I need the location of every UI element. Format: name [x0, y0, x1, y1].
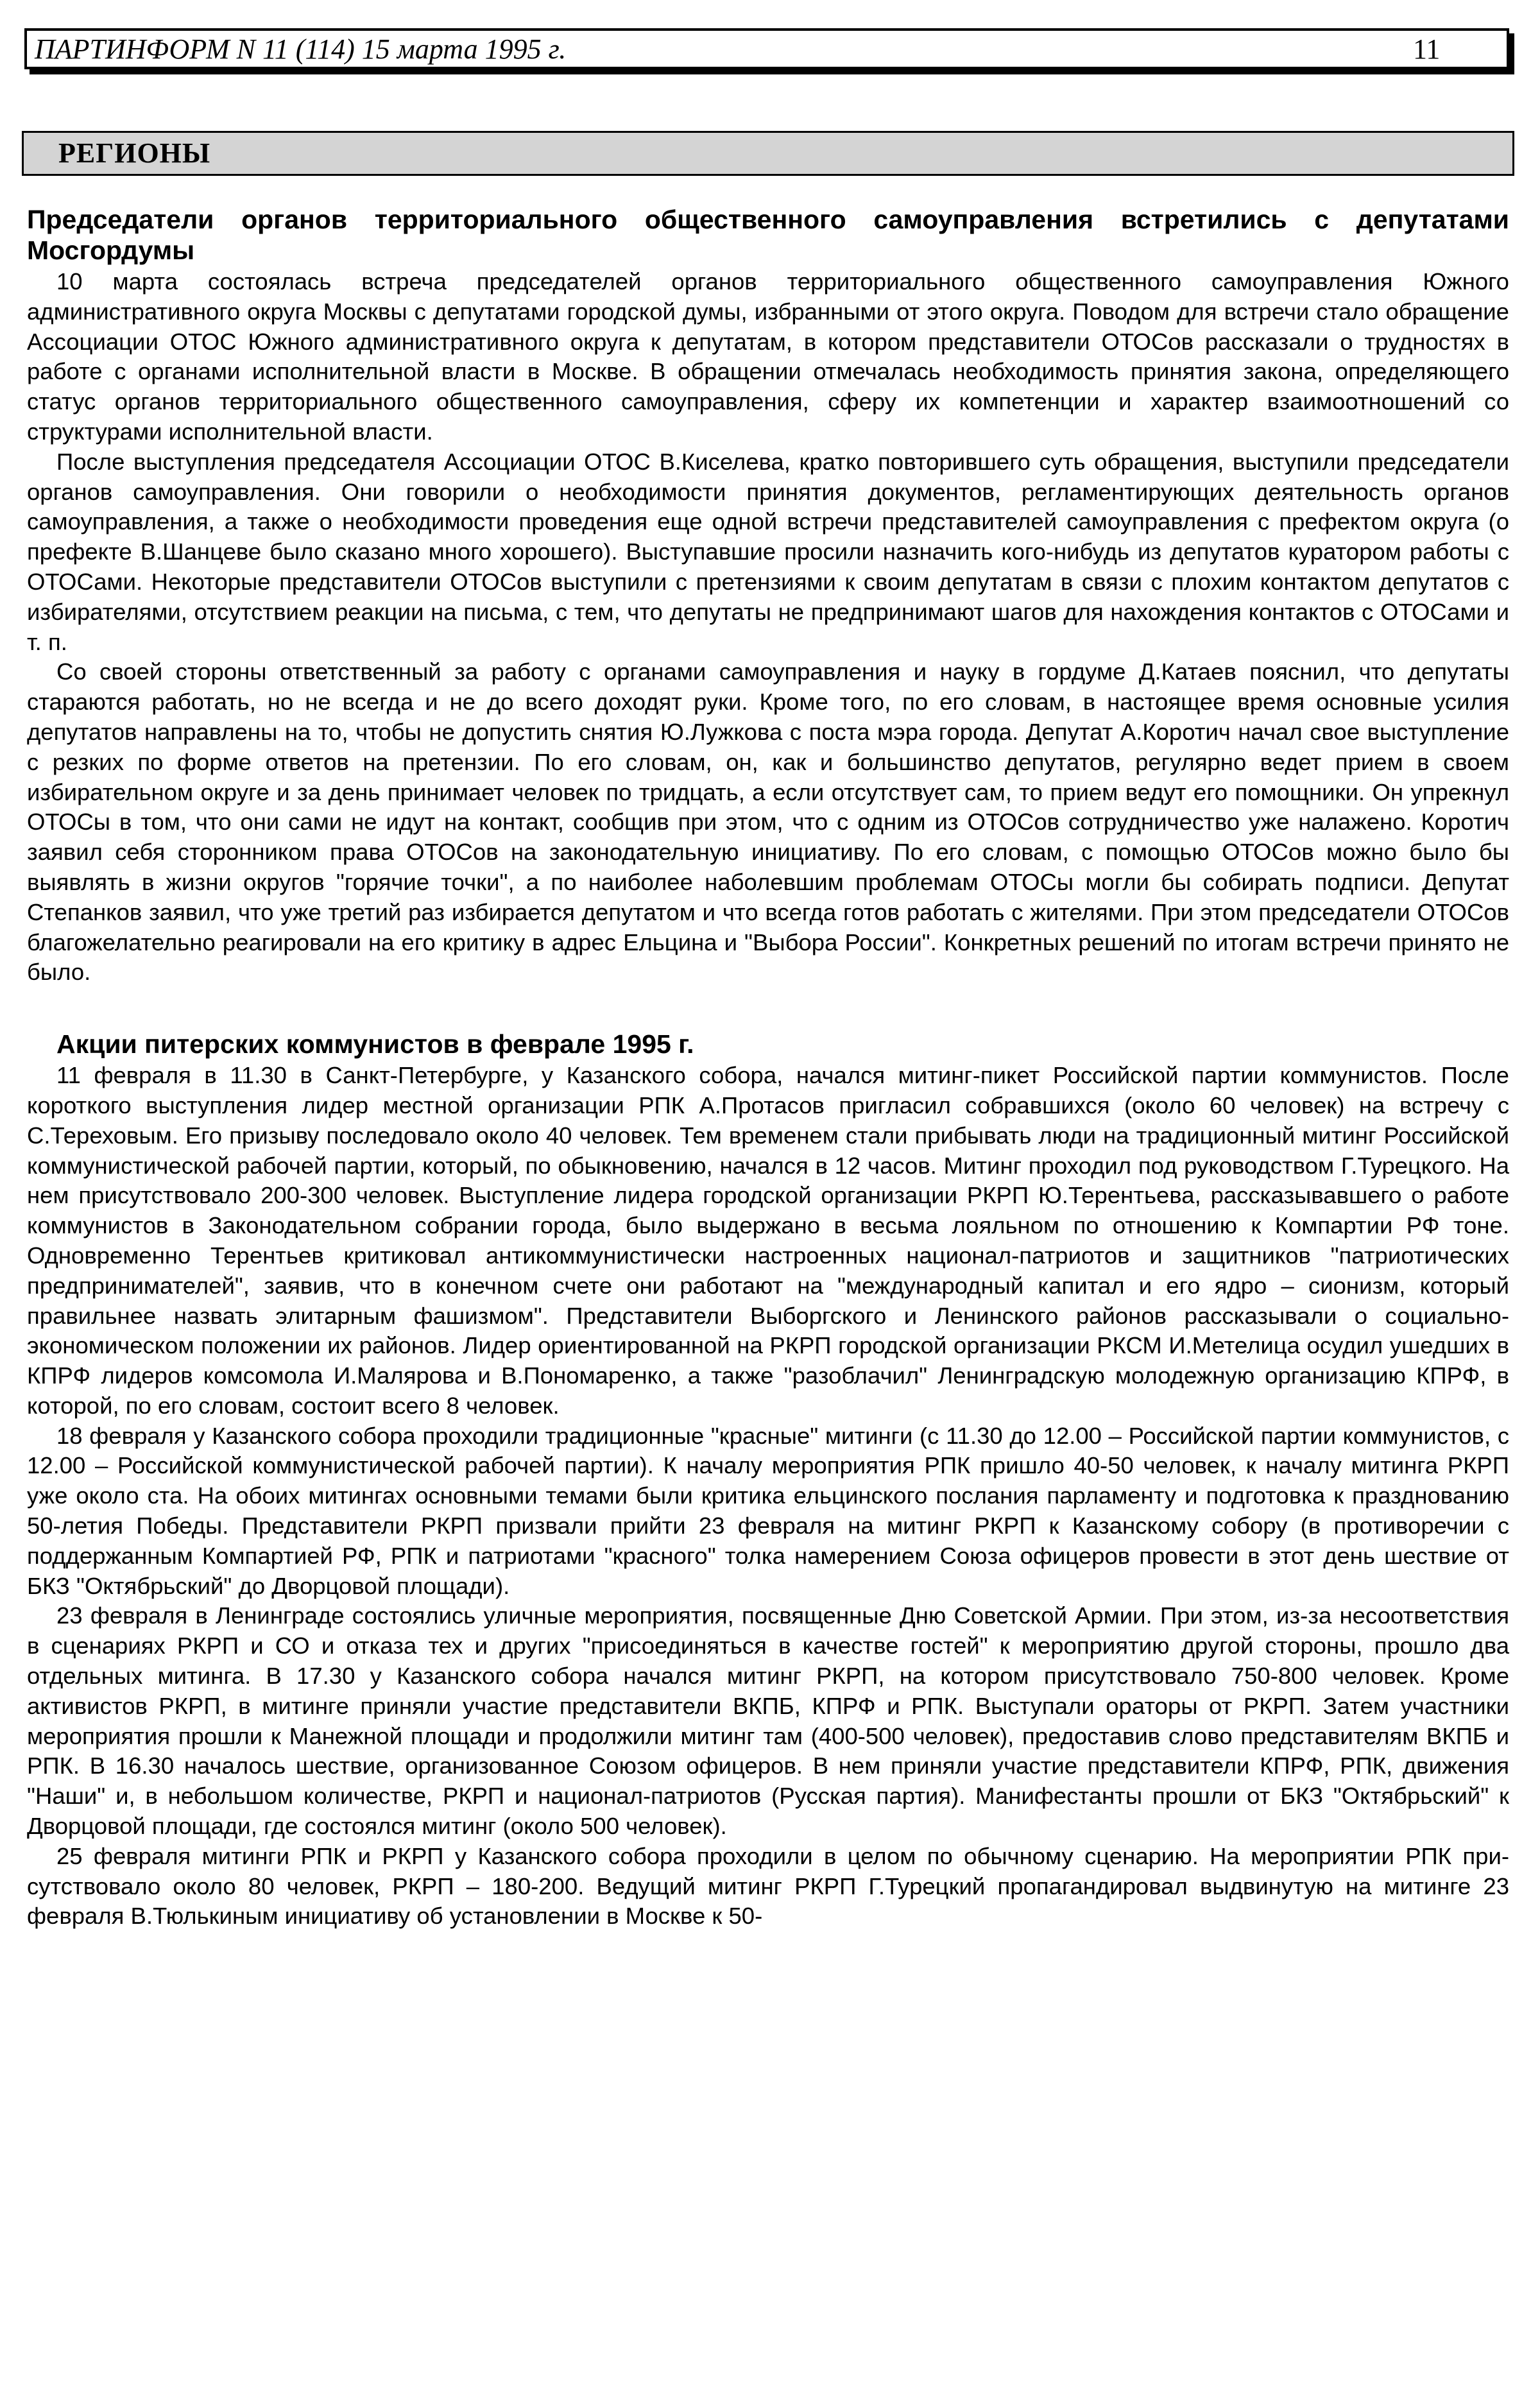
- article-paragraph: 18 февраля у Казанского собора проходили традиционные "красные" митинги (с 11.30 до 12.00 – Российской партии коммунистов, с 12.00 – Российской коммунистической рабочей партии). К началу мероприятия РПК пришло 40-50 человек, к началу митинга РКРП уже около ста. На обоих митингах основными темами были критика ельцинского послания парламенту и подготовка к празднованию 50-летия Победы. Представители РКРП призвали прийти 23 февраля на митинг РКРП к Казанскому собору (в противоречии с поддержанным Компартией РФ, РПК и патриотами "красного" толка намерением Союза офицеров провести в этот день шествие от БКЗ "Октябрьский" до Дворцовой площади).: [27, 1422, 1509, 1599]
- page-header: [24, 28, 1509, 69]
- article-content: [27, 204, 1509, 1932]
- article-paragraph: После выступления председателя Ассоциации ОТОС В.Киселева, кратко повторившего суть обращения, выступили председатели органов самоуправления. Они говорили о необходимости принятия документов, регламентирующих деятельность органов самоуправления, а также о необходимости проведения еще одной встречи представителей самоуправления с префектом округа (о префекте В.Шанцеве было сказано много хорошего). Выступавшие просили назначить кого-нибудь из депутатов куратором работы с ОТОСами. Некоторые представители ОТОСов выступили с претензиями к своим депутатам в связи с плохим контактом депутатов с избирателями, отсутствием реакции на письма, с тем, что депутаты не предпринимают шагов для нахождения контактов с ОТОСами и т. п.: [27, 448, 1509, 655]
- article-paragraph: 23 февраля в Ленинграде состоялись уличные мероприятия, посвященные Дню Советской Армии. При этом, из-за несоответствия в сценариях РКРП и СО и отказа тех и других "присоединяться в качестве гостей" к мероприятию другой стороны, прошло два отдельных митинга. В 17.30 у Казанского собора начался митинг РКРП, на котором присутствовало 750-800 человек. Кроме активистов РКРП, в митинге приняли участие представители ВКПБ, КПРФ и РПК. Выступали ораторы от РКРП. Затем участники мероприятия прошли к Манежной площади и продолжили митинг там (400-500 человек), предоставив слово представителям ВКПБ и РПК. В 16.30 началось шествие, организованное Союзом офицеров. В нем приняли участие представители КПРФ, РПК, движения "Наши" и, в небольшом количестве, РКРП и национал-патриотов (Русская партия). Манифестанты прошли от БКЗ "Октябрьский" к Дворцовой площади, где состоялся митинг (около 500 человек).: [27, 1602, 1509, 1840]
- publication-info: ПАРТИНФОРМ N 11 (114) 15 марта 1995 г.: [35, 33, 567, 65]
- article-paragraph: Со своей стороны ответственный за работу с органами самоуправления и науку в гордуме Д.Катаев пояснил, что депутаты стараются работать, но не всегда и не до всего доходят руки. Кроме того, по его словам, в настоящее время основные усилия депутатов направлены на то, чтобы не допустить снятия Ю.Лужкова с поста мэра города. Депутат А.Коротич начал свое выступление с резких по форме ответов на претензии. По его словам, он, как и большинство депутатов, регулярно ведет прием в своем избирательном округе и за день принимает человек по тридцать, а если отсутствует сам, то прием ведут его помощники. Он упрекнул ОТОСы в том, что они сами не идут на контакт, сообщив при этом, что с одним из ОТОСов сотрудничество уже налажено. Коротич заявил себя сторонником права ОТОСов на законодательную инициативу. По его словам, с помощью ОТОСов можно было бы выявлять в жизни округов "горячие точки", а по наиболее наболевшим проблемам ОТОСы могли бы собирать подписи. Депутат Степанков заявил, что уже третий раз избирается депутатом и что всегда готов работать с жителями. При этом председатели ОТОСов благожелательно реагировали на его критику в адрес Ельцина и "Выбора России". Конкретных решений по итогам встречи принято не было.: [27, 658, 1509, 986]
- article-paragraph: 10 марта состоялась встреча председателей органов территориального общественного самоуправления Южного административного округа Москвы с депутатами городской думы, избранными от этого округа. Поводом для встречи стало обращение Ассоциации ОТОС Южного административного округа к депутатам, в котором представители ОТОСов рассказали о трудностях в работе с органами исполнительной власти в Москве. В обращении отмечалась необходимость принятия закона, определяющего статус органов территориального общественного самоуправления, сферу их компетенции и характер взаимоотношений со структурами исполнительной власти.: [27, 268, 1509, 445]
- section-title: РЕГИОНЫ: [58, 137, 211, 169]
- article-title: Акции питерских коммунистов в феврале 1995 г.: [56, 1029, 694, 1059]
- article-paragraph: 11 февраля в 11.30 в Санкт-Петербурге, у Казанского собора, начался митинг-пикет Российской партии коммунистов. После короткого выступления лидер местной организации РПК А.Протасов пригласил собравшихся (около 60 человек) на встречу с С.Тереховым. Его призыву последовало около 40 человек. Тем временем стали прибывать люди на традиционный митинг Российской коммунистической рабочей партии, который, по обыкновению, начался в 12 часов. Митинг проходил под руководством Г.Турецкого. На нем присутствовало 200-300 человек. Выступление лидера городской организации РКРП Ю.Терентьева, рассказывавшего о работе коммунистов в Законодательном собрании города, было выдержано в весьма лояльном по отношению к Компартии РФ тоне. Одновременно Терентьев критиковал антикоммунистически настроенных национал-патриотов и защитников "патриотических предпринимателей", заявив, что в конечном счете они работают на "международный капитал и его ядро – сионизм, который правильнее назвать элитарным фашизмом". Представители Выборгского и Ленинского районов рассказывали о социально-экономическом положении их районов. Лидер ориентированной на РКРП городской организации РКСМ И.Метелица осудил ушедших в КПРФ лидеров комсомола И.Малярова и В.Пономаренко, а также "разоблачил" Ленинградскую молодежную организацию КПРФ, в которой, по его словам, состоит всего 8 человек.: [27, 1062, 1509, 1419]
- page-number: 11: [1413, 33, 1441, 65]
- article-title: Председатели органов территориального общественного самоуправления встретились с депутатами Мосгордумы: [27, 205, 1509, 265]
- section-heading-bar: [22, 131, 1514, 176]
- article-paragraph: 25 февраля митинги РПК и РКРП у Казанского собора проходили в целом по обычному сценарию. На мероприятии РПК при-сутствовало около 80 человек, РКРП – 180-200. Ведущий митинг РКРП Г.Турецкий пропагандировал выдвинутую на митинге 23 февраля В.Тюлькиным инициативу об установлении в Москве к 50-: [27, 1842, 1509, 1930]
